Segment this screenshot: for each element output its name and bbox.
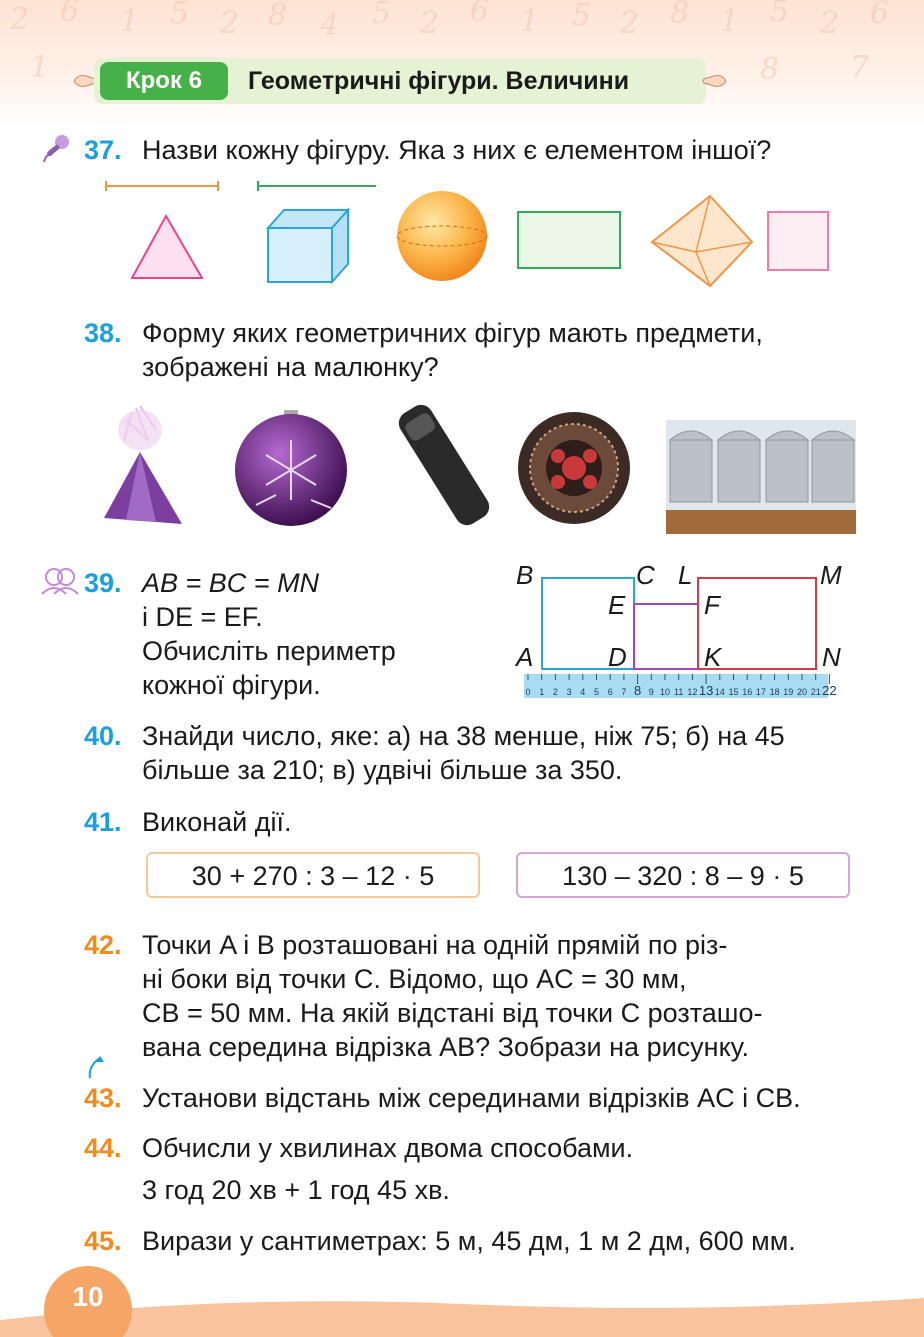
label-d: D: [608, 642, 627, 672]
ruler-tick-label: 1: [539, 687, 545, 697]
label-k: K: [704, 642, 722, 672]
task-number: 44.: [84, 1133, 122, 1163]
ruler-tick-label: 5: [593, 687, 600, 697]
pair-work-icon: [40, 566, 80, 596]
label-f: F: [704, 590, 720, 620]
task-text: зображені на малюнку?: [142, 352, 439, 382]
ruler-tick-label: 17: [755, 687, 766, 697]
task-text: Установи відстань між серединами відрізків AC і CB.: [142, 1083, 801, 1113]
task-number: 43.: [84, 1083, 122, 1113]
ruler-tick-label: 10: [659, 687, 671, 697]
task-text: вана середина відрізка AB? Зобрази на рисунку.: [142, 1032, 749, 1062]
ruler-tick-label: 22: [822, 683, 837, 698]
ruler-tick-label: 2: [552, 687, 558, 697]
ruler-tick-label: 15: [728, 687, 739, 697]
task-number: 39.: [84, 568, 122, 598]
figures-37: [100, 176, 860, 288]
ruler-tick-label: 18: [769, 687, 780, 697]
ruler-tick-label: 14: [714, 687, 725, 697]
triangle: [132, 216, 202, 278]
ruler-tick-label: 19: [783, 687, 794, 697]
ruler-tick-label: 9: [648, 687, 654, 697]
task-text: CB = 50 мм. На якій відстані від точки C розташо-: [142, 998, 763, 1028]
task-number: 38.: [84, 318, 122, 348]
expression-box-1: 30 + 270 : 3 – 12 · 5: [146, 852, 480, 898]
task-number: 45.: [84, 1226, 122, 1256]
task-text: Форму яких геометричних фігур мають предмети,: [142, 318, 763, 348]
task-text: і DE = EF.: [142, 602, 263, 632]
ruler-tick-label: 13: [698, 683, 714, 698]
task-text: кожної фігури.: [142, 670, 321, 700]
label-e: E: [608, 590, 626, 620]
label-m: M: [820, 560, 842, 590]
decorative-plate-image: [518, 412, 630, 524]
task-number: 42.: [84, 930, 122, 960]
task-text: Вирази у сантиметрах: 5 м, 45 дм, 1 м 2 дм, 600 мм.: [142, 1226, 796, 1256]
task-text: Назви кожну фігуру. Яка з них є елементом іншої?: [142, 135, 772, 165]
decorative-digits: 2 6 1 5 2 8 4 5 2 6 1 5 2 8 1 5 2 6 1 7 8: [10, 0, 890, 87]
sphere: [397, 191, 487, 281]
octahedron: [652, 196, 752, 286]
page-number: 10: [44, 1266, 132, 1337]
square: [768, 212, 828, 270]
diagram-39: [512, 558, 864, 700]
microphone-icon: [40, 132, 74, 166]
footer-wave: [0, 1290, 924, 1337]
task-text: Виконай дії.: [142, 807, 292, 837]
task-text: AB = BC = MN: [142, 568, 320, 598]
rectangle: [518, 212, 620, 268]
bookmark-arrow-icon: [84, 1054, 106, 1080]
ruler-tick-label: 3: [566, 687, 572, 697]
section-header: [72, 58, 728, 104]
section-title: Геометричні фігури. Величини: [248, 67, 630, 95]
objects-38: [96, 400, 856, 534]
label-a: A: [516, 642, 534, 672]
ruler-tick-label: 8: [633, 683, 642, 698]
ruler-tick-label: 4: [580, 687, 586, 697]
task-text: Точки A і B розташовані на одній прямій по різ-: [142, 930, 728, 960]
ruler-tick-label: 16: [742, 687, 753, 697]
label-c: C: [636, 560, 655, 590]
christmas-ball-image: [235, 410, 347, 526]
ruler-tick-label: 7: [621, 687, 627, 697]
task-text: Обчисли у хвилинах двома способами.: [142, 1133, 634, 1163]
task-text: 3 год 20 хв + 1 год 45 хв.: [142, 1175, 450, 1205]
task-number: 37.: [84, 135, 122, 165]
task-text: більше за 210; в) удвічі більше за 350.: [142, 755, 623, 785]
flashlight-image: [394, 400, 493, 529]
grain-silos-image: [666, 420, 856, 534]
party-hat-image: [104, 406, 182, 524]
ruler-tick-label: 21: [810, 687, 821, 697]
orange-segment: [106, 181, 218, 191]
label-n: N: [822, 642, 841, 672]
step-badge: Крок 6: [100, 62, 228, 100]
square-defk: [634, 604, 698, 669]
expression-box-2: 130 – 320 : 8 – 9 · 5: [516, 852, 850, 898]
ruler-tick-label: 20: [796, 687, 808, 697]
ruler-tick-label: 0: [525, 687, 531, 697]
ruler-tick-label: 11: [674, 687, 684, 697]
ruler-tick-label: 12: [687, 687, 698, 697]
task-text: ні боки від точки C. Відомо, що AC = 30 мм,: [142, 964, 687, 994]
cube: [268, 210, 348, 282]
label-b: B: [516, 560, 534, 590]
task-text: Знайди число, яке: а) на 38 менше, ніж 75; б) на 45: [142, 721, 785, 751]
task-number: 40.: [84, 721, 122, 751]
ruler-tick-label: 6: [607, 687, 613, 697]
task-text: Обчисліть периметр: [142, 636, 396, 666]
green-ray: [258, 181, 376, 191]
label-l: L: [678, 560, 693, 590]
pointing-hand-icon: [702, 68, 728, 94]
task-number: 41.: [84, 807, 122, 837]
